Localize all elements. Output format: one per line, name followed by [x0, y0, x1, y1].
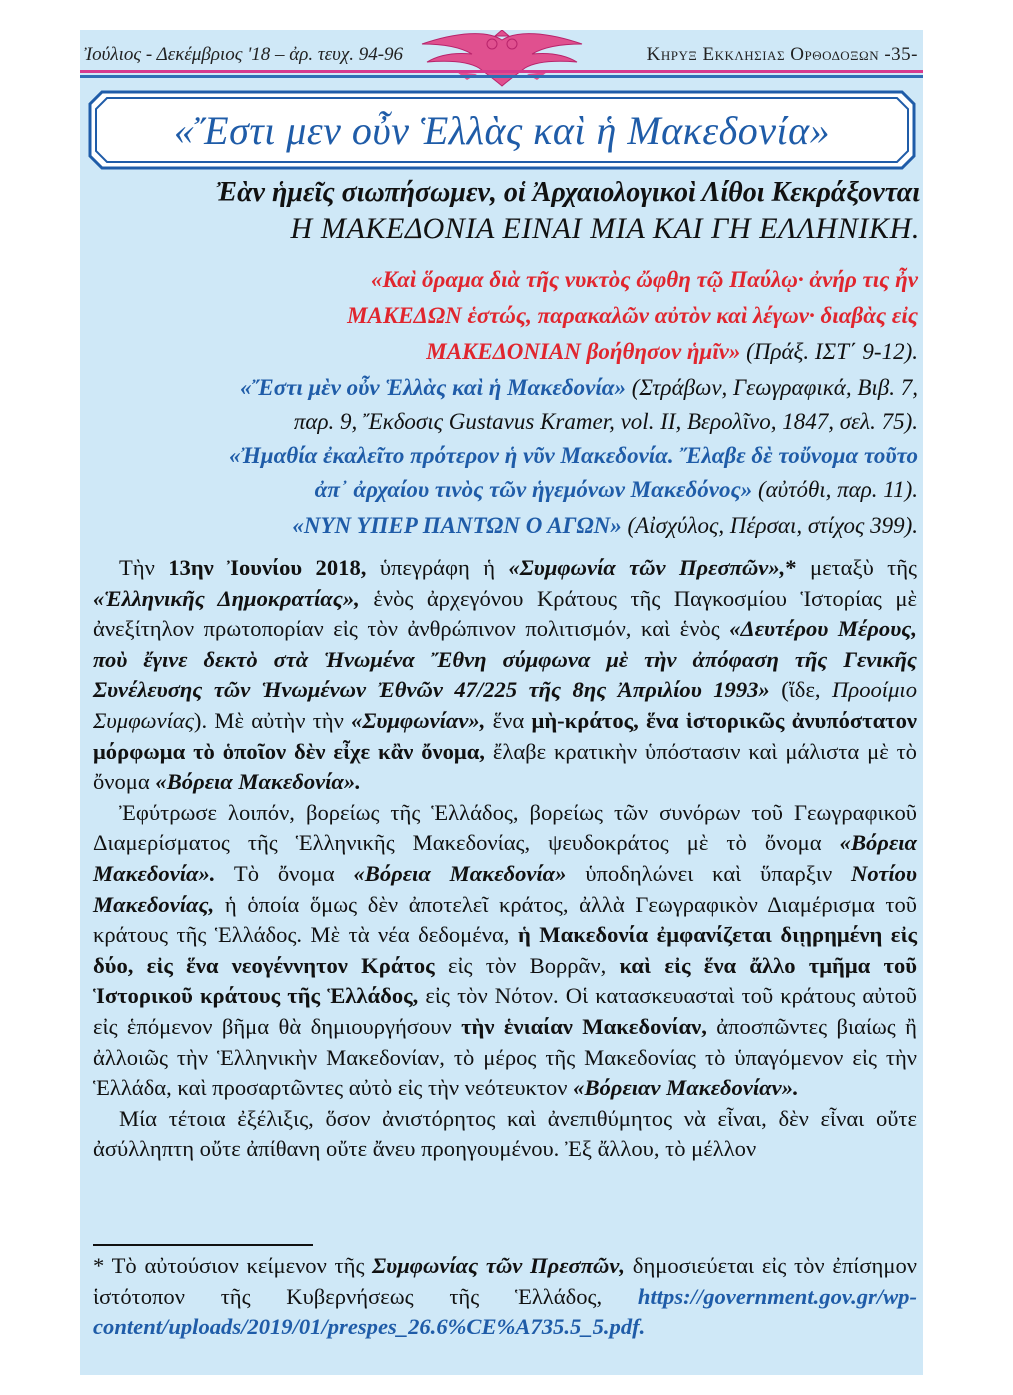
- footnote-rule: [93, 1244, 313, 1246]
- subtitle-archaeological: Ἐὰν ἡμεῖς σιωπήσωμεν, οἱ Ἀρχαιολογικοὶ Λίθοι Κεκράξονται: [215, 177, 920, 208]
- double-headed-eagle-icon: [417, 30, 587, 90]
- quote-emathia-line1: «Ἠμαθία ἐκαλεῖτο πρότερον ἡ νῦν Μακεδονία. Ἔλαβε δὲ τοὔνομα τοῦτο: [229, 443, 918, 468]
- paragraph-3: Μία τέτοια ἐξέλιξις, ὅσον ἀνιστόρητος καὶ ἀνεπιθύμητος νὰ εἶναι, δὲν εἶναι οὔτε ἀσύλληπτη οὔτε ἀπίθανη οὔτε ἄνευ προηγουμένου. Ἐξ ἄλλου, τὸ μέλλον: [93, 1105, 917, 1162]
- quote-acts-line1: «Καὶ ὅραμα διὰ τῆς νυκτὸς ὤφθη τῷ Παύλῳ· ἀνήρ τις ἦν: [371, 267, 918, 292]
- quote-strabo-line2: παρ. 9, Ἔκδοσις Gustavus Kramer, vol. II, Βερολῖνο, 1847, σελ. 75).: [293, 409, 918, 434]
- footnote: * Τὸ αὐτούσιον κείμενον τῆς Συμφωνίας τῶν Πρεσπῶν, δημοσιεύεται εἰς τὸν ἐπίσημον ἱστότοπον τῆς Κυβερνήσεως τῆς Ἑλλάδος, https://government.gov.gr/wp-content/uploads/2019/01/prespes_26.6%CE%A735.5_5.pdf.: [93, 1253, 917, 1340]
- running-header: [82, 40, 920, 72]
- subtitle-macedonia: Η ΜΑΚΕΔΟΝΙΑ ΕΙΝΑΙ ΜΙΑ ΚΑΙ ΓΗ ΕΛΛΗΝΙΚΗ.: [290, 212, 920, 245]
- article-body: [93, 553, 917, 1165]
- paragraph-2: Ἐφύτρωσε λοιπόν, βορείως τῆς Ἑλλάδος, βορείως τῶν συνόρων τοῦ Γεωγραφικοῦ Διαμερίσματος τῆς Ἑλληνικῆς Μακεδονίας, ψευδοκράτος μὲ τὸ ὄνομα «Βόρεια Μακεδονία». Τὸ ὄνομα «Βόρεια Μακεδονία» ὑποδηλώνει καὶ ὕπαρξιν Νοτίου Μακεδονίας, ἡ ὁποία ὅμως δὲν ἀποτελεῖ κράτος, ἀλλὰ Γεωγραφικὸν Διαμέρισμα τοῦ κράτους τῆς Ἑλλάδος. Μὲ τὰ νέα δεδομένα, ἡ Μακεδονία ἐμφανίζεται διῃρημένη εἰς δύο, εἰς ἕνα νεογέννητον Κράτος εἰς τὸν Βορρᾶν, καὶ εἰς ἕνα ἄλλο τμῆμα τοῦ Ἱστορικοῦ κράτους τῆς Ἑλλάδος, εἰς τὸν Νότον. Οἱ κατασκευασταὶ τοῦ κράτους αὐτοῦ εἰς ἑπόμενον βῆμα θὰ δημιουργήσουν τὴν ἑνιαίαν Μακεδονίαν, ἀποσπῶντες βιαίως ἢ ἀλλοιῶς τὴν Ἑλληνικὴν Μακεδονίαν, τὸ μέρος τῆς Μακεδονίας τὸ ὑπαγόμενον εἰς τὴν Ἑλλάδα, καὶ προσαρτῶντες αὐτὸ εἰς τὴν νεότευκτον «Βόρειαν Μακεδονίαν».: [93, 799, 917, 1101]
- quote-aeschylus: «ΝΥΝ ΥΠΕΡ ΠΑΝΤΩΝ Ο ΑΓΩΝ» (Αἰσχύλος, Πέρσαι, στίχος 399).: [292, 513, 918, 538]
- quote-acts-line3: ΜΑΚΕΔΟΝΙΑΝ βοήθησον ἡμῖν» (Πράξ. ΙΣΤ΄ 9-12).: [426, 339, 918, 364]
- footnote-link[interactable]: https://government.gov.gr/wp-content/uploads/2019/01/prespes_26.6%CE%A735.5_5.pdf.: [93, 1283, 917, 1340]
- journal-title: Κηρυξ Εκκλησιας Ορθοδοξων -35-: [646, 44, 918, 65]
- issue-info: Ἰούλιος - Δεκέμβριος '18 – ἀρ. τευχ. 94-96: [84, 44, 404, 65]
- quote-strabo-line1: «Ἔστι μὲν οὖν Ἑλλὰς καὶ ἡ Μακεδονία» (Στράβων, Γεωγραφικά, Βιβ. 7,: [240, 375, 918, 400]
- paragraph-1: Τὴν 13ην Ἰουνίου 2018, ὑπεγράφη ἡ «Συμφωνία τῶν Πρεσπῶν»,* μεταξὺ τῆς «Ἑλληνικῆς Δημοκρατίας», ἑνὸς ἀρχεγόνου Κράτους τῆς Παγκοσμίου Ἱστορίας μὲ ἀνεξίτηλον πρωτοπορίαν εἰς τὸν ἀνθρώπινον πολιτισμόν, καὶ ἑνὸς «Δευτέρου Μέρους, ποὺ ἔγινε δεκτὸ στὰ Ἡνωμένα Ἔθνη σύμφωνα μὲ τὴν ἀπόφαση τῆς Γενικῆς Συνέλευσης τῶν Ἡνωμένων Ἐθνῶν 47/225 τῆς 8ης Ἀπριλίου 1993» (ἴδε, Προοίμιο Συμφωνίας). Μὲ αὐτὴν τὴν «Συμφωνίαν», ἕνα μὴ-κράτος, ἕνα ἱστορικῶς ἀνυπόστατον μόρφωμα τὸ ὁποῖον δὲν εἶχε κἂν ὄνομα, ἔλαβε κρατικὴν ὑπόστασιν καὶ μάλιστα μὲ τὸ ὄνομα «Βόρεια Μακεδονία».: [93, 555, 918, 795]
- title-frame: [88, 90, 916, 170]
- header-rule-blue: [80, 75, 923, 78]
- quote-emathia-line2: ἀπ᾿ ἀρχαίου τινὸς τῶν ἡγεμόνων Μακεδόνος» (αὐτόθι, παρ. 11).: [314, 477, 918, 502]
- article-title: «Ἔστι μεν οὖν Ἑλλὰς καὶ ἡ Μακεδονία»: [173, 107, 831, 153]
- quote-acts-line2: ΜΑΚΕΔΩΝ ἑστώς, παρακαλῶν αὐτὸν καὶ λέγων· διαβὰς εἰς: [347, 303, 918, 328]
- header-rule-pink: [80, 70, 923, 73]
- page-number: -35-: [884, 44, 918, 65]
